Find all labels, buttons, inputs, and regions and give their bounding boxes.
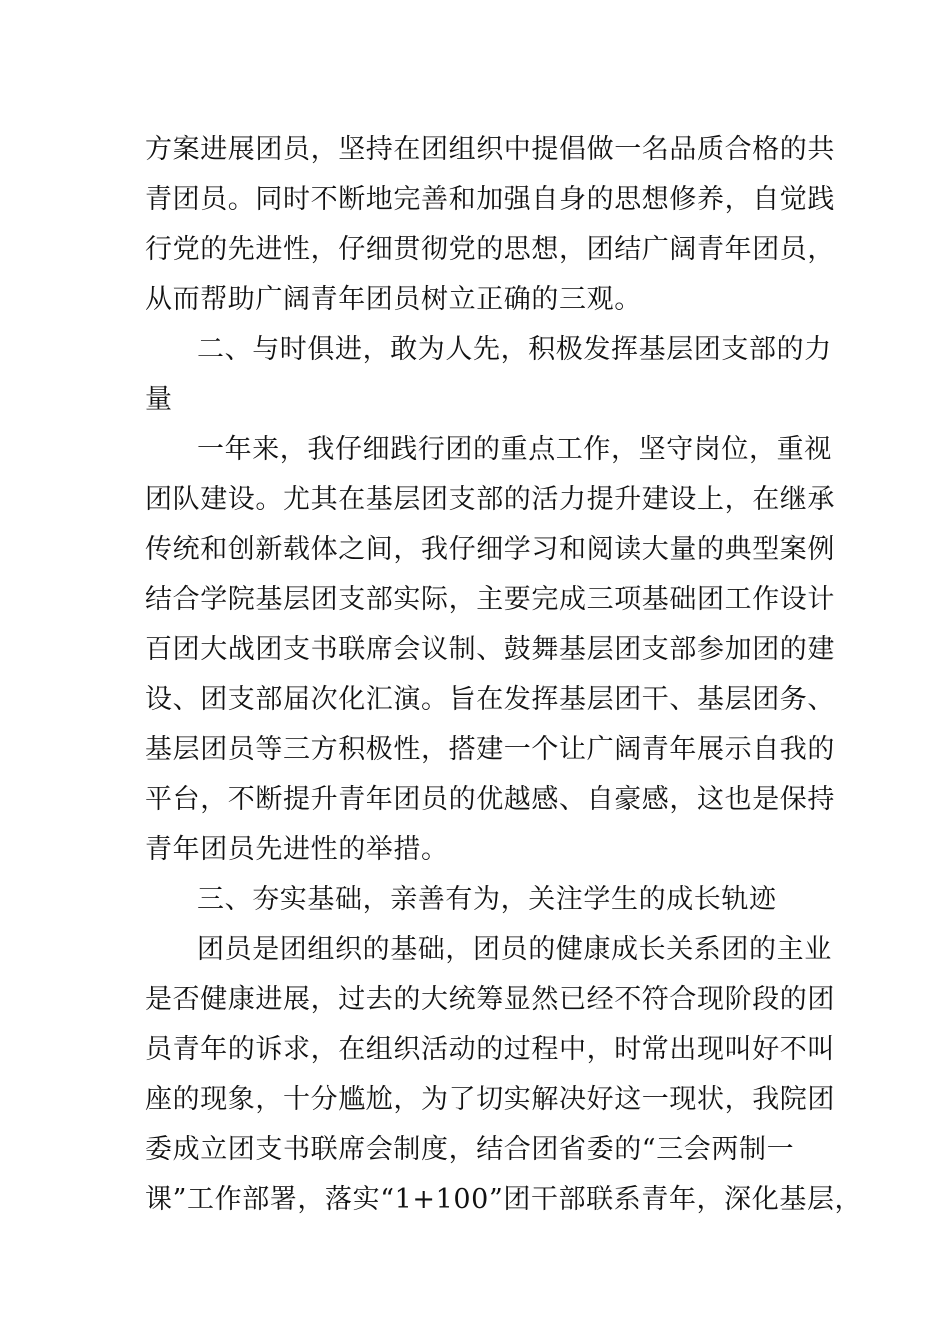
text-line: 平台，不断提升青年团员的优越感、自豪感，这也是保持: [145, 784, 835, 815]
section-heading: 二、与时俱进，敢为人先，积极发挥基层团支部的力: [197, 334, 832, 365]
section-heading: 三、夯实基础，亲善有为，关注学生的成长轨迹: [197, 884, 777, 915]
text-line: 一年来，我仔细践行团的重点工作，坚守岗位，重视: [197, 434, 832, 465]
text-line: 座的现象，十分尴尬，为了切实解决好这一现状，我院团: [145, 1084, 835, 1115]
text-line: 结合学院基层团支部实际，主要完成三项基础团工作设计: [145, 584, 835, 615]
text-line: 百团大战团支书联席会议制、鼓舞基层团支部参加团的建: [145, 634, 835, 665]
text-line: 方案进展团员，坚持在团组织中提倡做一名品质合格的共: [145, 134, 835, 165]
text-line: 员青年的诉求，在组织活动的过程中，时常出现叫好不叫: [145, 1034, 835, 1065]
text-line: 团队建设。尤其在基层团支部的活力提升建设上，在继承: [145, 484, 835, 515]
text-line: 从而帮助广阔青年团员树立正确的三观。: [145, 284, 642, 315]
text-line: 团员是团组织的基础，团员的健康成长关系团的主业: [197, 934, 832, 965]
text-line: 设、团支部届次化汇演。旨在发挥基层团干、基层团务、: [145, 684, 835, 715]
text-line: 传统和创新载体之间，我仔细学习和阅读大量的典型案例: [145, 534, 835, 565]
text-line: 青团员。同时不断地完善和加强自身的思想修养，自觉践: [145, 184, 835, 215]
text-line: 青年团员先进性的举措。: [145, 834, 449, 865]
text-line: 行党的先进性，仔细贯彻党的思想，团结广阔青年团员，: [145, 234, 835, 265]
text-line: 基层团员等三方积极性，搭建一个让广阔青年展示自我的: [145, 734, 835, 765]
section-heading-continuation: 量: [145, 384, 173, 415]
text-line: 委成立团支书联席会制度，结合团省委的“三会两制一: [145, 1134, 795, 1165]
text-line: 是否健康进展，过去的大统筹显然已经不符合现阶段的团: [145, 984, 835, 1015]
text-line: 课”工作部署，落实“1+100”团干部联系青年，深化基层，: [145, 1184, 863, 1215]
